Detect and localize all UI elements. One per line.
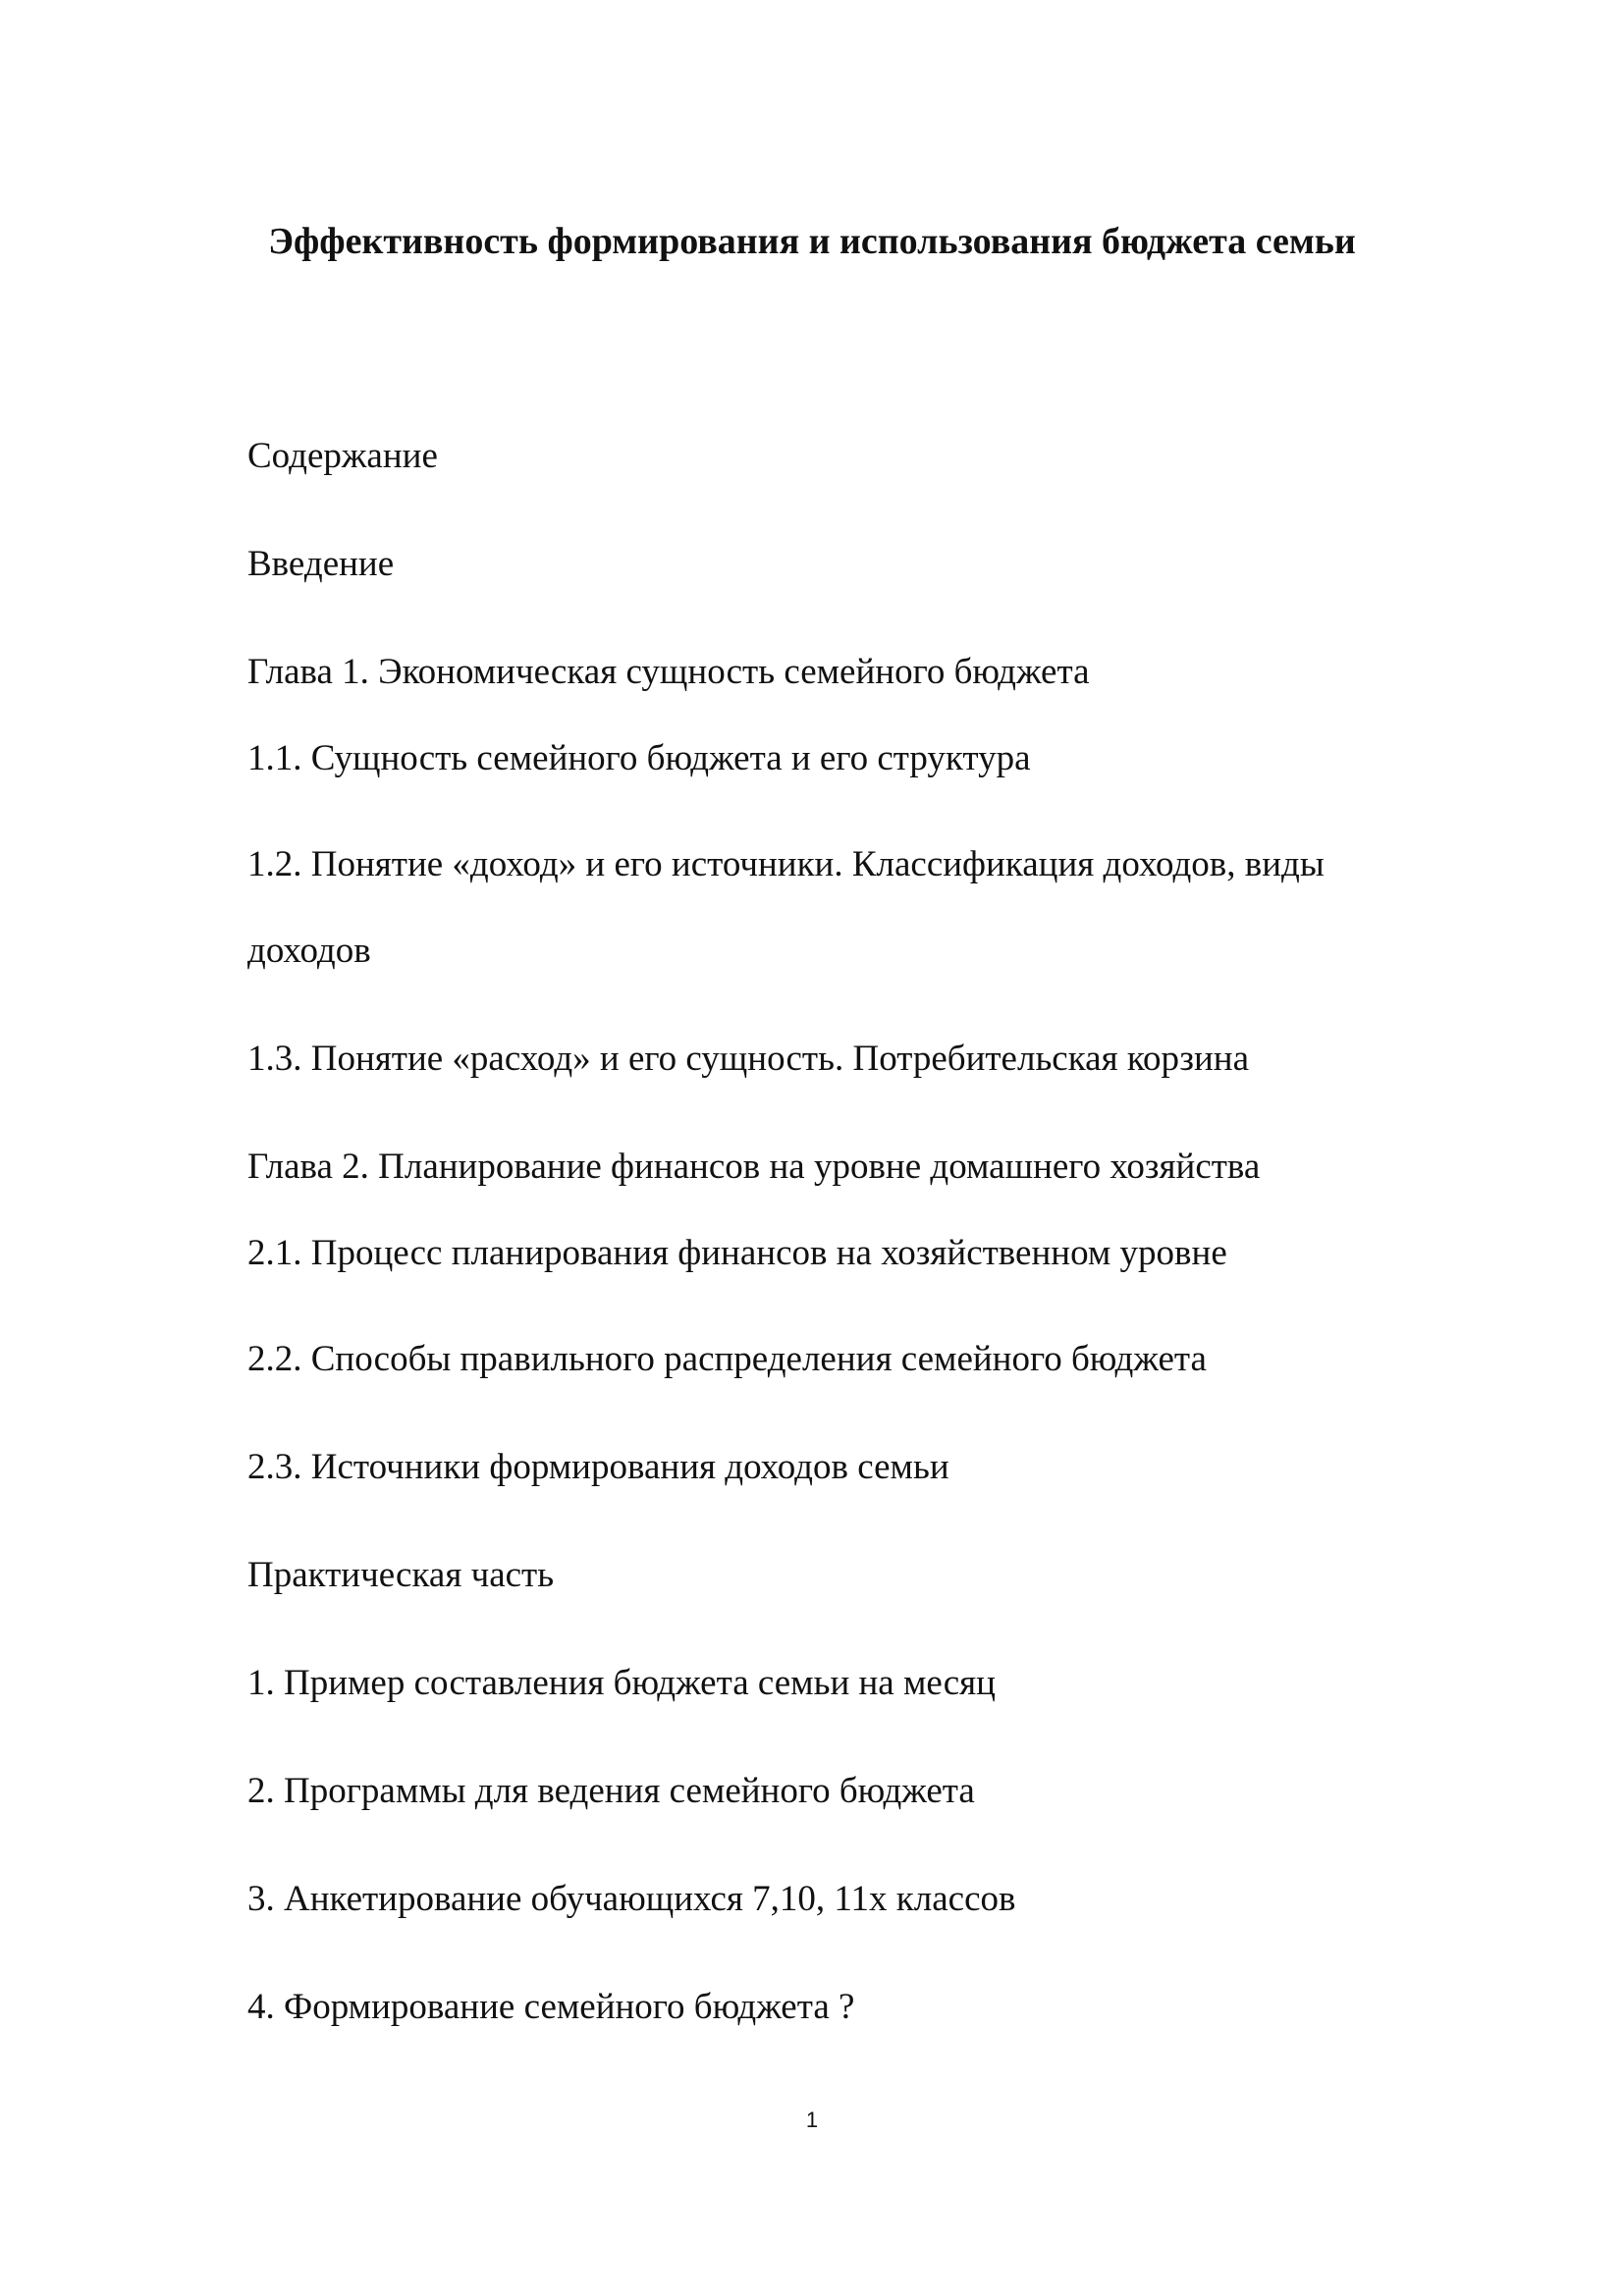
toc-item-2-2: 2.2. Способы правильного распределения семейного бюджета xyxy=(247,1339,1207,1379)
toc-item-chapter-2: Глава 2. Планирование финансов на уровне домашнего хозяйства xyxy=(247,1147,1261,1187)
toc-item-practical-2: 2. Программы для ведения семейного бюджета xyxy=(247,1771,975,1811)
toc-heading: Содержание xyxy=(247,436,438,476)
toc-item-chapter-1: Глава 1. Экономическая сущность семейного бюджета xyxy=(247,652,1090,692)
toc-item-practical-3: 3. Анкетирование обучающихся 7,10, 11х классов xyxy=(247,1879,1016,1919)
document-title: Эффективность формирования и использования бюджета семьи xyxy=(268,221,1356,262)
toc-item-practical-part: Практическая часть xyxy=(247,1555,555,1595)
toc-item-1-2-continuation: доходов xyxy=(247,931,371,971)
toc-item-2-1: 2.1. Процесс планирования финансов на хозяйственном уровне xyxy=(247,1233,1227,1273)
page-number: 1 xyxy=(805,2108,819,2132)
toc-item-introduction: Введение xyxy=(247,544,395,584)
toc-item-1-2: 1.2. Понятие «доход» и его источники. Классификация доходов, виды xyxy=(247,844,1325,884)
toc-item-1-1: 1.1. Сущность семейного бюджета и его структура xyxy=(247,738,1031,778)
toc-item-practical-4: 4. Формирование семейного бюджета ? xyxy=(247,1987,855,2027)
toc-item-practical-1: 1. Пример составления бюджета семьи на месяц xyxy=(247,1663,996,1703)
toc-item-1-3: 1.3. Понятие «расход» и его сущность. Потребительская корзина xyxy=(247,1039,1250,1079)
toc-item-2-3: 2.3. Источники формирования доходов семьи xyxy=(247,1447,949,1487)
